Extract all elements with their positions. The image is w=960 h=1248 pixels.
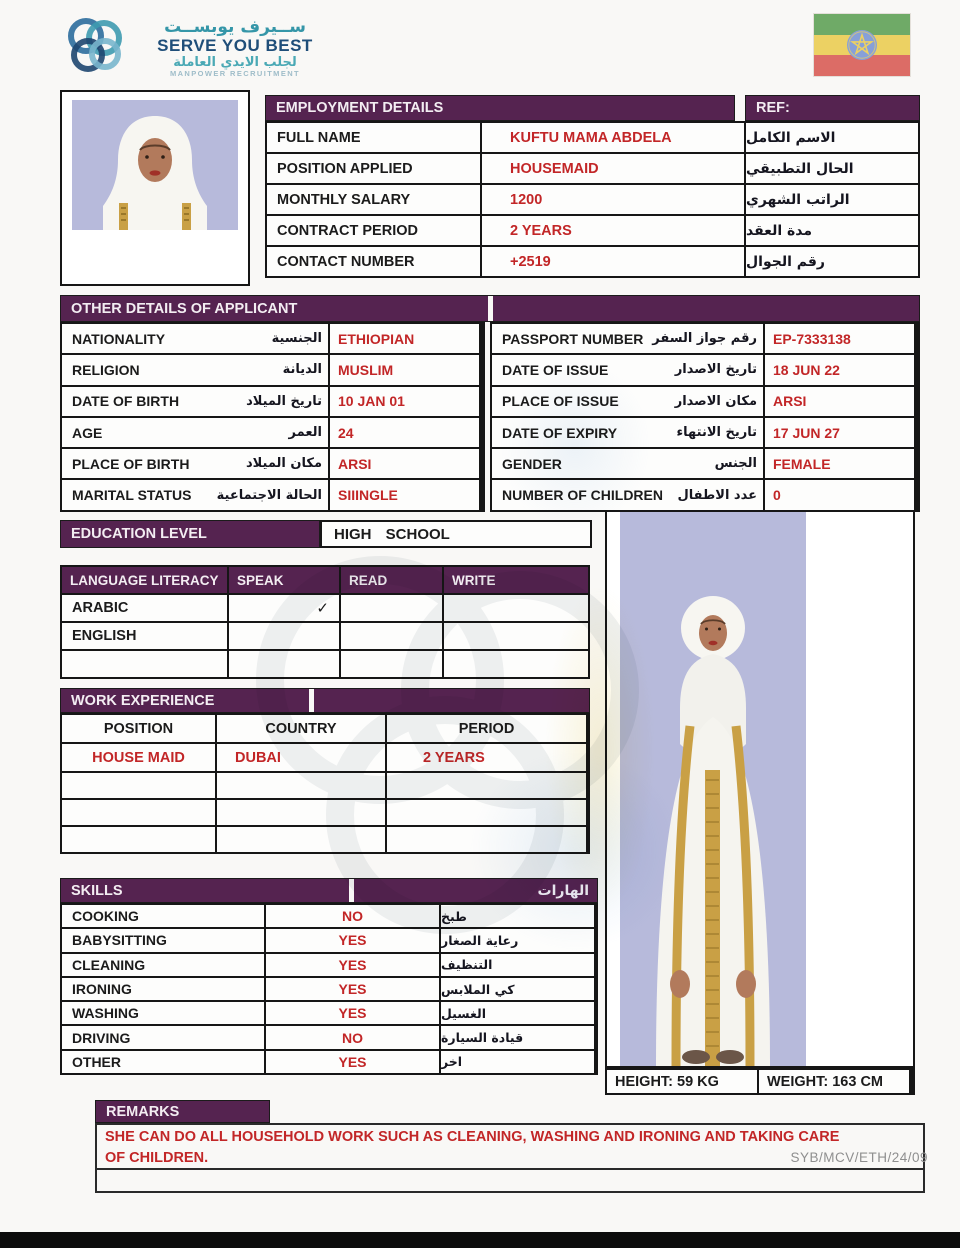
education-level-label: EDUCATION LEVEL xyxy=(71,526,207,542)
language-literacy-table xyxy=(60,565,590,679)
skill-arabic-label: اخر xyxy=(441,1051,594,1073)
period-value xyxy=(387,827,586,852)
field-label: RELIGION xyxy=(72,361,140,378)
field-label: DATE OF EXPIRY xyxy=(502,424,618,441)
column-header: READ xyxy=(341,567,442,593)
measurements-row xyxy=(605,1068,915,1095)
field-label: MONTHLY SALARY xyxy=(267,185,480,214)
column-header: SPEAK xyxy=(229,567,339,593)
work-experience-section xyxy=(60,688,590,854)
field-arabic-label: مدة العقد xyxy=(746,216,918,245)
skill-value: YES xyxy=(266,1051,439,1073)
read-cell xyxy=(341,595,442,621)
field-arabic-label: مكان الميلاد xyxy=(245,456,322,472)
speak-cell xyxy=(229,651,339,677)
skills-table xyxy=(60,903,598,1075)
employment-details-header xyxy=(265,95,920,121)
field-label: CONTACT NUMBER xyxy=(267,247,480,276)
skill-value: YES xyxy=(266,954,439,976)
field-value: SIIINGLE xyxy=(330,480,479,509)
work-experience-table xyxy=(60,713,590,854)
language-name: ENGLISH xyxy=(62,623,227,649)
field-arabic-label: الاسم الكامل xyxy=(746,123,918,152)
ethiopia-flag-icon xyxy=(814,14,910,76)
column-header: COUNTRY xyxy=(217,715,385,742)
field-label: MARITAL STATUS xyxy=(72,487,192,504)
field-value: FEMALE xyxy=(765,449,914,478)
skill-arabic-label: الغسيل xyxy=(441,1002,594,1024)
column-header: LANGUAGE LITERACY xyxy=(62,567,227,593)
field-arabic-label: رقم جواز السفر xyxy=(652,331,757,347)
skill-value: NO xyxy=(266,1026,439,1048)
field-arabic-label: عدد الاطفال xyxy=(677,487,757,503)
column-header: POSITION xyxy=(62,715,215,742)
other-details-left-table xyxy=(60,322,485,512)
field-arabic-label: الجنس xyxy=(714,456,757,472)
period-value xyxy=(387,800,586,825)
field-arabic-label: مكان الاصدار xyxy=(674,393,757,409)
speak-checkmark: ✓ xyxy=(229,595,339,621)
skill-value: YES xyxy=(266,929,439,951)
field-label: POSITION APPLIED xyxy=(267,154,480,183)
skill-label: CLEANING xyxy=(62,954,264,976)
education-level-value: HIGH SCHOOL xyxy=(320,520,592,548)
field-label: NATIONALITY xyxy=(72,330,166,347)
read-cell xyxy=(341,623,442,649)
period-value xyxy=(387,773,586,798)
skill-label: IRONING xyxy=(62,978,264,1000)
skills-section xyxy=(60,878,598,1075)
field-arabic-label: الديانة xyxy=(282,362,322,378)
field-value: 10 JAN 01 xyxy=(330,387,479,416)
field-value: 24 xyxy=(330,418,479,447)
field-value: ARSI xyxy=(765,387,914,416)
country-value xyxy=(217,800,385,825)
remarks-text: SHE CAN DO ALL HOUSEHOLD WORK SUCH AS CLEANING, WASHING AND IRONING AND TAKING CARE OF CHILDREN. xyxy=(97,1125,923,1170)
employment-details-title: EMPLOYMENT DETAILS xyxy=(276,100,444,116)
field-label: PLACE OF ISSUE xyxy=(502,393,619,410)
skill-arabic-label: رعاية الصغار xyxy=(441,929,594,951)
agency-tagline: MANPOWER RECRUITMENT xyxy=(169,69,301,79)
country-value xyxy=(217,773,385,798)
agency-name: SERVE YOU BEST xyxy=(157,35,313,55)
skill-value: YES xyxy=(266,1002,439,1024)
field-value: 1200 xyxy=(482,185,744,214)
field-value: 2 YEARS xyxy=(482,216,744,245)
country-value: DUBAI xyxy=(217,744,385,771)
field-value: MUSLIM xyxy=(330,355,479,384)
ref-label: REF: xyxy=(756,100,790,116)
field-arabic-label: الحالة الاجتماعية xyxy=(216,487,322,503)
weight-value: WEIGHT: 163 CM xyxy=(759,1070,909,1093)
field-value: ETHIOPIAN xyxy=(330,324,479,353)
skill-arabic-label: كي الملابس xyxy=(441,978,594,1000)
education-level-row xyxy=(60,520,592,548)
write-cell xyxy=(444,651,588,677)
other-details-right-table xyxy=(490,322,920,512)
field-label: PLACE OF BIRTH xyxy=(72,455,190,472)
field-value: EP-7333138 xyxy=(765,324,914,353)
period-value: 2 YEARS xyxy=(387,744,586,771)
agency-tagline-arabic: لجلب الايدي العاملة xyxy=(173,54,297,70)
skill-label: WASHING xyxy=(62,1002,264,1024)
agency-name-arabic: ســيرف يوبســت xyxy=(164,16,306,37)
skill-label: DRIVING xyxy=(62,1026,264,1048)
field-arabic-label: تاريخ الميلاد xyxy=(246,393,322,409)
position-value: HOUSE MAID xyxy=(62,744,215,771)
work-experience-title: WORK EXPERIENCE xyxy=(71,692,215,709)
skill-arabic-label: قيادة السيارة xyxy=(441,1026,594,1048)
field-label: AGE xyxy=(72,424,103,441)
language-name xyxy=(62,651,227,677)
write-cell xyxy=(444,595,588,621)
other-details-title: OTHER DETAILS OF APPLICANT xyxy=(71,300,298,317)
field-value: 0 xyxy=(765,480,914,509)
skill-arabic-label: طبخ xyxy=(441,905,594,927)
position-value xyxy=(62,827,215,852)
field-arabic-label: تاريخ الاصدار xyxy=(674,362,757,378)
skill-value: YES xyxy=(266,978,439,1000)
country-value xyxy=(217,827,385,852)
applicant-fullbody-photo xyxy=(605,510,915,1068)
read-cell xyxy=(341,651,442,677)
agency-logo-icon xyxy=(58,10,130,87)
field-arabic-label: الجنسية xyxy=(271,331,322,347)
remarks-title: REMARKS xyxy=(106,1103,180,1120)
language-name: ARABIC xyxy=(62,595,227,621)
field-arabic-label: العمر xyxy=(288,425,322,441)
agency-logo xyxy=(58,10,330,87)
document-ref-code: SYB/MCV/ETH/24/09 xyxy=(790,1150,928,1165)
field-label: DATE OF BIRTH xyxy=(72,393,180,410)
other-details-section xyxy=(60,295,920,512)
scan-edge-bar xyxy=(0,1232,960,1248)
skill-label: OTHER xyxy=(62,1051,264,1073)
field-arabic-label: الحال التطبيقي xyxy=(746,154,918,183)
height-value: HEIGHT: 59 KG xyxy=(607,1070,757,1093)
speak-cell xyxy=(229,623,339,649)
column-header: PERIOD xyxy=(387,715,586,742)
field-label: NUMBER OF CHILDREN xyxy=(502,487,663,504)
field-value: KUFTU MAMA ABDELA xyxy=(482,123,744,152)
field-label: DATE OF ISSUE xyxy=(502,361,609,378)
field-value: ARSI xyxy=(330,449,479,478)
field-arabic-label: تاريخ الانتهاء xyxy=(676,425,757,441)
skill-label: BABYSITTING xyxy=(62,929,264,951)
skills-title: SKILLS xyxy=(71,882,123,899)
field-label: FULL NAME xyxy=(267,123,480,152)
position-value xyxy=(62,800,215,825)
field-value: +2519 xyxy=(482,247,744,276)
skill-label: COOKING xyxy=(62,905,264,927)
skill-value: NO xyxy=(266,905,439,927)
field-value: 17 JUN 27 xyxy=(765,418,914,447)
position-value xyxy=(62,773,215,798)
write-cell xyxy=(444,623,588,649)
field-value: HOUSEMAID xyxy=(482,154,744,183)
skill-arabic-label: التنظيف xyxy=(441,954,594,976)
field-label: PASSPORT NUMBER xyxy=(502,330,644,347)
field-value: 18 JUN 22 xyxy=(765,355,914,384)
applicant-headshot-photo xyxy=(60,90,250,286)
column-header: WRITE xyxy=(444,567,588,593)
employment-details-table xyxy=(265,95,920,278)
field-arabic-label: رقم الجوال xyxy=(746,247,918,276)
skills-title-arabic: الهارات xyxy=(537,882,589,899)
field-label: CONTRACT PERIOD xyxy=(267,216,480,245)
field-label: GENDER xyxy=(502,455,562,472)
field-arabic-label: الراتب الشهري xyxy=(746,185,918,214)
